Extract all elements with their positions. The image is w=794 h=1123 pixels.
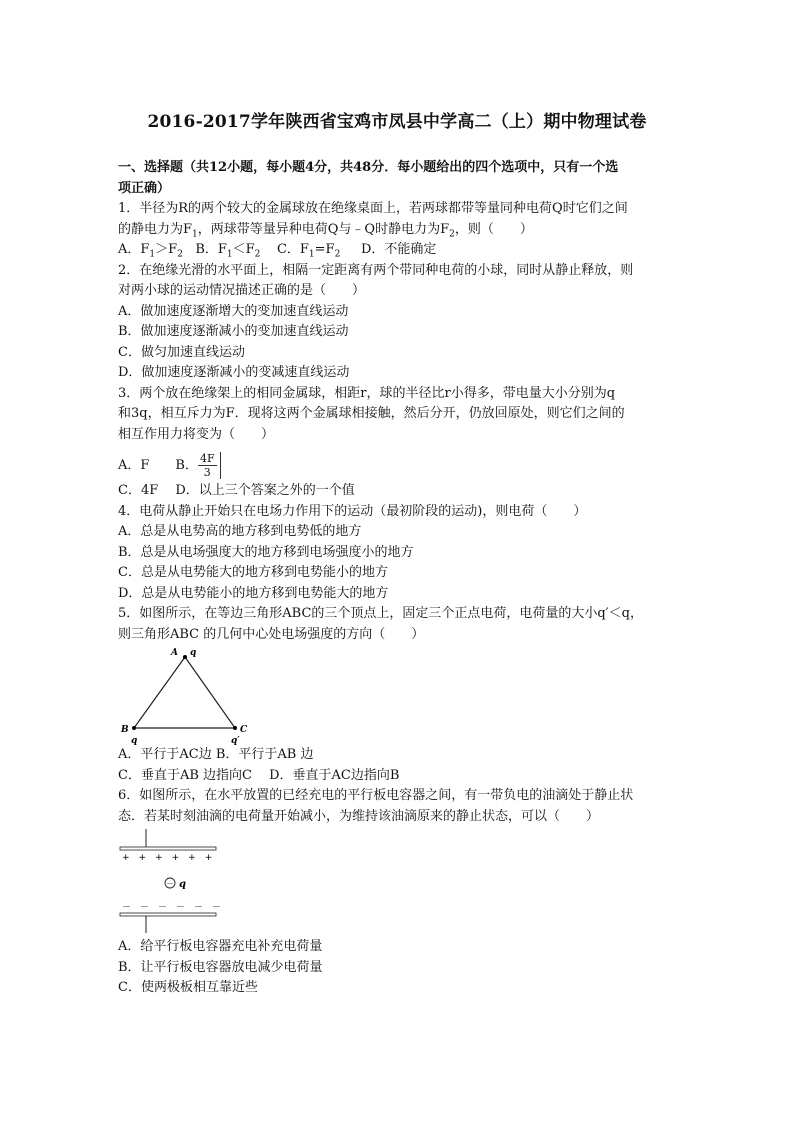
q4-option-c: C．总是从电势能大的地方移到电势能小的地方 bbox=[118, 565, 388, 580]
q6-line1: 6．如图所示，在水平放置的已经充电的平行板电容器之间，有一带负电的油滴处于静止状 bbox=[118, 788, 634, 803]
q2-line1: 2．在绝缘光滑的水平面上，相隔一定距离有两个带同种电荷的小球，同时从静止释放，则 bbox=[118, 262, 634, 278]
q1-option-b: B．$F_1<F_2$ bbox=[195, 242, 261, 260]
bottom-plate-signs: － － － － － － bbox=[122, 903, 222, 913]
q3-options-cd: C．4F D．以上三个答案之外的一个值 bbox=[118, 483, 355, 498]
vertex-b-label: B bbox=[121, 725, 129, 735]
exam-title: 2016-2017学年陕西省宝鸡市凤县中学高二（上）期中物理试卷 bbox=[147, 112, 647, 132]
oil-drop-sign: － bbox=[166, 879, 174, 888]
vertex-c-charge: q′ bbox=[231, 736, 240, 745]
q3-line3: 相互作用力将变为（ ） bbox=[118, 426, 275, 442]
q3-fraction: $\frac{4F}{3}$ bbox=[198, 452, 221, 479]
capacitor-figure bbox=[118, 827, 238, 937]
q1-option-d: D．不能确定 bbox=[360, 242, 437, 257]
q3-line1: 3．两个放在绝缘架上的相同金属球，相距r，球的半径比r小得多，带电量大小分别为q bbox=[118, 385, 616, 401]
q2-option-b: B．做加速度逐渐减小的变加速直线运动 bbox=[118, 324, 349, 339]
q2-option-c: C．做匀加速直线运动 bbox=[118, 344, 245, 360]
top-plate-signs: + + + + + + bbox=[122, 853, 213, 863]
triangle-figure bbox=[118, 645, 258, 745]
q6-line2: 态．若某时刻油滴的电荷量开始减小，为维持该油滴原来的静止状态，可以（ ） bbox=[118, 808, 600, 824]
q5-line2: 则三角形ABC 的几何中心处电场强度的方向（ ） bbox=[118, 626, 425, 642]
q4-option-d: D．总是从电势能小的地方移到电势能大的地方 bbox=[118, 585, 389, 601]
oil-drop-label: q bbox=[179, 879, 186, 890]
q5-options-cd: C．垂直于AB 边指向C D．垂直于AC边指向B bbox=[118, 767, 400, 783]
section-heading-line1: 一、选择题（共12小题，每小题4分，共48分．每小题给出的四个选项中，只有一个选 bbox=[118, 160, 619, 175]
q1-option-c: C．$F_1=F_2$ bbox=[276, 242, 341, 260]
q3-line2: 和3q，相互斥力为F．现将这两个金属球相接触，然后分开，仍放回原处，则它们之间的 bbox=[118, 406, 625, 421]
q4-line1: 4．电荷从静止开始只在电场力作用下的运动（最初阶段的运动)，则电荷（ ） bbox=[118, 503, 587, 519]
q2-line2: 对两小球的运动情况描述正确的是（ ） bbox=[118, 283, 366, 298]
q5-options-ab: A．平行于AC边 B．平行于AB 边 bbox=[118, 747, 314, 762]
q3-options-ab: A．F B． $\frac{4F}{3}$ bbox=[118, 451, 678, 481]
q4-option-b: B．总是从电场强度大的地方移到电场强度小的地方 bbox=[118, 544, 414, 560]
vertex-a-charge: q bbox=[190, 648, 197, 658]
q1-line1: 1．半径为R的两个较大的金属球放在绝缘桌面上，若两球都带等量同种电荷Q时它们之间 bbox=[118, 201, 628, 216]
q1-options bbox=[118, 240, 678, 261]
q6-option-b: B．让平行板电容器放电减少电荷量 bbox=[118, 959, 323, 975]
vertex-a-label: A bbox=[171, 648, 178, 658]
section-heading-line2: 项正确） bbox=[118, 180, 171, 196]
q6-option-a: A．给平行板电容器充电补充电荷量 bbox=[118, 939, 323, 954]
q1-line2: 的静电力为$F_1$，两球带等量异种电荷Q与﹣Q时静电力为$F_2$，则（ ） bbox=[118, 221, 533, 240]
exam-content bbox=[118, 158, 678, 999]
q2-option-d: D．做加速度逐渐减小的变减速直线运动 bbox=[118, 365, 350, 380]
q1-option-a: A．$F_1>F_2$ bbox=[118, 242, 183, 260]
vertex-c-label: C bbox=[240, 725, 248, 735]
q4-option-a: A．总是从电势高的地方移到电势低的地方 bbox=[118, 524, 362, 539]
q2-option-a: A．做加速度逐渐增大的变加速直线运动 bbox=[118, 303, 349, 319]
q6-option-c: C．使两极板相互靠近些 bbox=[118, 980, 258, 995]
vertex-b-charge: q bbox=[131, 736, 138, 745]
q5-line1: 5．如图所示，在等边三角形ABC的三个顶点上，固定三个正点电荷，电荷量的大小q′＜q， bbox=[118, 606, 643, 621]
